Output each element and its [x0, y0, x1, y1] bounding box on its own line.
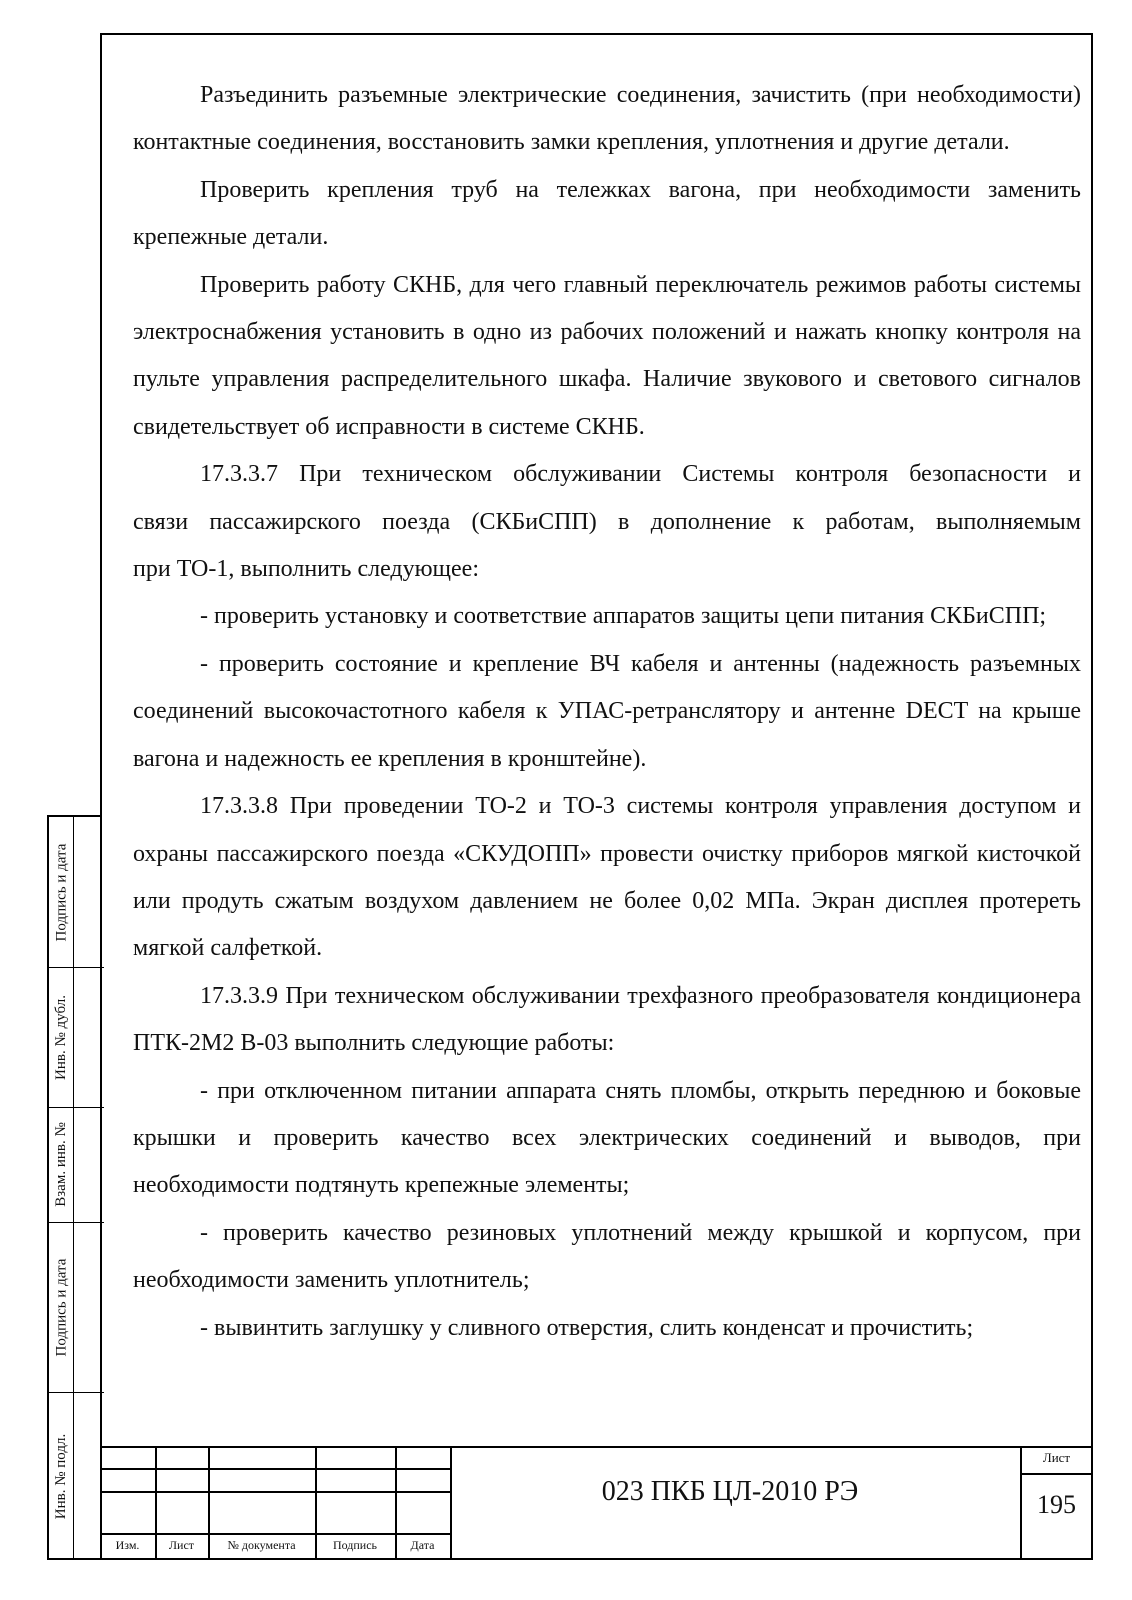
side-stamp-signature-date-1: Подпись и дата	[53, 843, 70, 941]
paragraph-line: при ТО-1, выполнить следующее:	[133, 556, 479, 583]
side-stamp-replacement-inv: Взам. инв. №	[53, 1122, 69, 1207]
paragraph: 17.3.3.8 При проведении ТО-2 и ТО-3 системы контроля управления доступом и охраны пассажирского поезда «СКУДОПП» провести очистку приборов мягкой кисточкой или продуть сжатым воздухом давлением не более 0,02 МПа. Экран дисплея протереть мягкой салфеткой.	[133, 793, 1081, 962]
col-header-signature: Подпись	[332, 1538, 378, 1552]
paragraph-line: связи пассажирского поезда (СКБиСПП) в дополнение к работам, выполняемым	[133, 508, 1081, 535]
list-item: - при отключенном питании аппарата снять пломбы, открыть переднюю и боковые крышки и проверить качество всех электрических соединений и выводов, при необходимости подтянуть крепежные элементы;	[133, 1077, 1081, 1199]
col-header-date: Дата	[410, 1538, 435, 1552]
col-header-sheet: Лист	[168, 1538, 195, 1552]
list-item: - вывинтить заглушку у сливного отверстия, слить конденсат и прочистить;	[200, 1314, 974, 1341]
document-code: 023 ПКБ ЦЛ-2010 РЭ	[601, 1476, 859, 1507]
col-header-document-no: № документа	[227, 1538, 296, 1552]
side-stamp-signature-date-2: Подпись и дата	[53, 1258, 70, 1356]
paragraph: Проверить работу СКНБ, для чего главный переключатель режимов работы системы электроснабжения установить в одно из рабочих положений и нажать кнопку контроля на пульте управления распределительного шкафа. Наличие звукового и светового сигналов свидетельствует об исправности в системе СКНБ.	[133, 271, 1081, 440]
side-stamp-original-inv: Инв. № подл.	[53, 1433, 69, 1519]
list-item: - проверить состояние и крепление ВЧ кабеля и антенны (надежность разъемных соединений высокочастотного кабеля к УПАС-ретранслятору и антенне DECT на крыше вагона и надежность ее крепления в кронштейне).	[133, 650, 1081, 772]
paragraph: Разъединить разъемные электрические соединения, зачистить (при необходимости) контактные соединения, восстановить замки крепления, уплотнения и другие детали.	[133, 82, 1081, 156]
paragraph: 17.3.3.9 При техническом обслуживании трехфазного преобразователя кондиционера ПТК-2М2 В-03 выполнить следующие работы:	[133, 982, 1081, 1057]
col-header-change: Изм.	[115, 1538, 140, 1552]
sheet-label: Лист	[1042, 1450, 1071, 1465]
side-stamp	[47, 815, 102, 1560]
paragraph: Проверить крепления труб на тележках вагона, при необходимости заменить крепежные детали.	[133, 176, 1081, 251]
list-item: - проверить качество резиновых уплотнений между крышкой и корпусом, при необходимости заменить уплотнитель;	[133, 1219, 1081, 1294]
paragraph-line: 17.3.3.7 При техническом обслуживании Системы контроля безопасности и	[200, 461, 1081, 488]
sheet-number: 195	[1037, 1490, 1076, 1519]
list-item: - проверить установку и соответствие аппаратов защиты цепи питания СКБиСПП;	[200, 603, 1047, 630]
document-body	[133, 72, 1081, 1352]
title-block	[100, 1446, 1093, 1560]
side-stamp-duplicate-inv: Инв. № дубл.	[53, 994, 69, 1080]
